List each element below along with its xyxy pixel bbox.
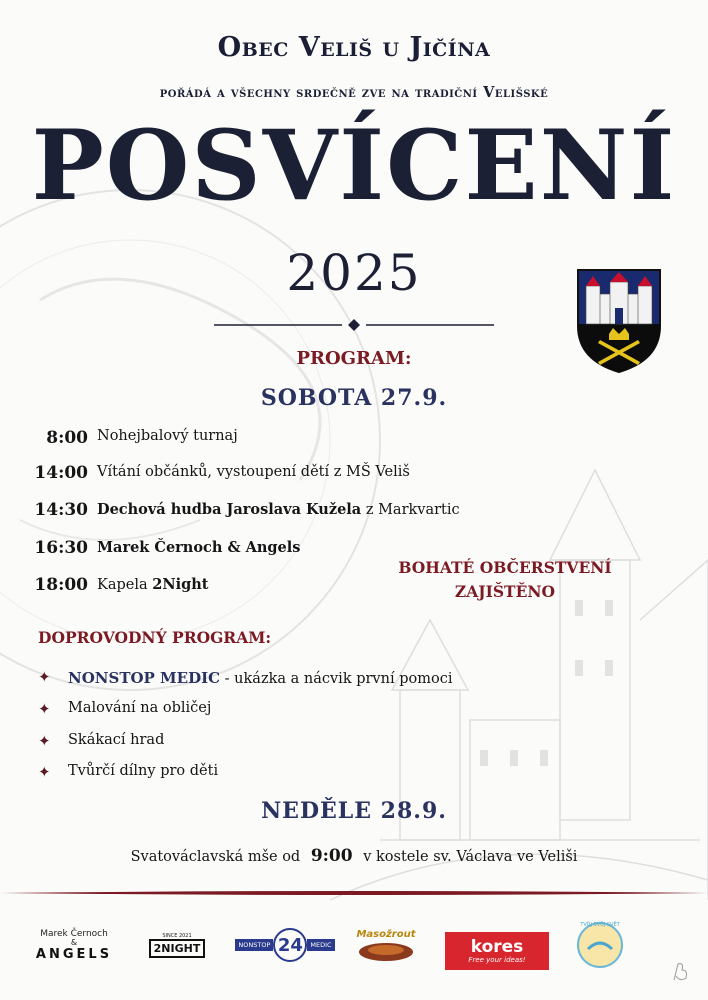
coat-of-arms-icon bbox=[576, 268, 662, 374]
schedule-time: 8:00 bbox=[46, 428, 88, 448]
schedule-activity bbox=[97, 539, 300, 556]
schedule-activity: Vítání občánků, vystoupení dětí z MŠ Veliš bbox=[97, 464, 410, 480]
logo-nonstop-medic bbox=[230, 920, 340, 970]
logo-2night bbox=[144, 920, 210, 970]
medic-description: - ukázka a nácvik první pomoci bbox=[224, 671, 453, 687]
side-program-item bbox=[68, 669, 452, 687]
schedule-time: 18:00 bbox=[34, 575, 88, 595]
logo-text: kores bbox=[470, 936, 524, 957]
performer-name: Marek Černoch & Angels bbox=[97, 539, 301, 556]
performer-name: Dechová hudba Jaroslava Kužela bbox=[97, 501, 362, 518]
logo-text: 24 bbox=[273, 928, 307, 962]
refreshments-line: BOHATÉ OBČERSTVENÍ bbox=[398, 558, 612, 577]
logo-text: NONSTOP bbox=[235, 939, 273, 951]
program-label: PROGRAM: bbox=[296, 348, 412, 369]
side-program-label: DOPROVODNÝ PROGRAM: bbox=[38, 628, 272, 647]
logo-text: 2NIGHT bbox=[149, 939, 206, 958]
side-program-item: Malování na obličej bbox=[68, 700, 212, 716]
logo-text: TVŮJ SVŮJ SVĚT bbox=[580, 922, 620, 928]
schedule-time: 14:30 bbox=[34, 500, 88, 520]
sunday-heading: NEDĚLE 28.9. bbox=[261, 798, 447, 824]
footer-divider bbox=[0, 890, 708, 896]
diamond-bullet-icon: ✦ bbox=[38, 732, 51, 750]
mass-text: Svatováclavská mše od bbox=[130, 849, 301, 865]
saturday-heading: SOBOTA 27.9. bbox=[260, 385, 448, 411]
logo-text: Masožrout bbox=[356, 928, 416, 940]
invitation-subtitle: pořádá a všechny srdečně zve na tradiční Velišské bbox=[159, 84, 549, 101]
mass-time: 9:00 bbox=[310, 846, 353, 866]
diamond-bullet-icon: ✦ bbox=[38, 668, 51, 686]
logo-text: SINCE 2021 bbox=[162, 932, 192, 939]
side-program-item: Tvůrčí dílny pro děti bbox=[68, 763, 219, 779]
schedule-time: 14:00 bbox=[34, 463, 88, 483]
activity-prefix: Kapela bbox=[97, 577, 148, 593]
sunday-mass bbox=[0, 846, 708, 866]
schedule-time: 16:30 bbox=[34, 538, 88, 558]
logo-kores bbox=[445, 932, 549, 970]
schedule-activity bbox=[97, 501, 460, 518]
logo-text: Marek Černoch bbox=[40, 928, 108, 939]
refreshments-line: ZAJIŠTĚNO bbox=[454, 582, 556, 602]
diamond-bullet-icon: ✦ bbox=[38, 700, 51, 718]
logo-tvuj-svuj-svet bbox=[570, 920, 630, 970]
side-program-item: Skákací hrad bbox=[68, 732, 165, 748]
logo-text: ANGELS bbox=[35, 946, 113, 962]
logo-text: Free your ideas! bbox=[468, 955, 526, 964]
event-title: POSVÍCENÍ bbox=[31, 109, 677, 222]
logo-text: & bbox=[70, 937, 78, 947]
event-year: 2025 bbox=[286, 244, 422, 302]
food-plate-icon bbox=[358, 940, 414, 962]
logo-masozrout bbox=[350, 920, 422, 970]
logo-marek-cernoch bbox=[16, 920, 132, 970]
performer-origin: z Markvartic bbox=[365, 502, 460, 518]
schedule-activity bbox=[97, 576, 208, 593]
refreshments-note bbox=[370, 556, 640, 604]
schedule-activity: Nohejbalový turnaj bbox=[97, 428, 238, 444]
diamond-bullet-icon: ✦ bbox=[38, 763, 51, 781]
signature-mark-icon bbox=[668, 958, 696, 986]
medic-name: NONSTOP MEDIC bbox=[68, 669, 221, 687]
mass-location: v kostele sv. Václava ve Veliši bbox=[363, 849, 578, 865]
logo-text: MEDIC bbox=[307, 939, 334, 951]
ornament-divider bbox=[214, 318, 494, 332]
organizer-heading: Obec Veliš u Jičína bbox=[217, 32, 491, 63]
performer-name: 2Night bbox=[152, 576, 209, 593]
